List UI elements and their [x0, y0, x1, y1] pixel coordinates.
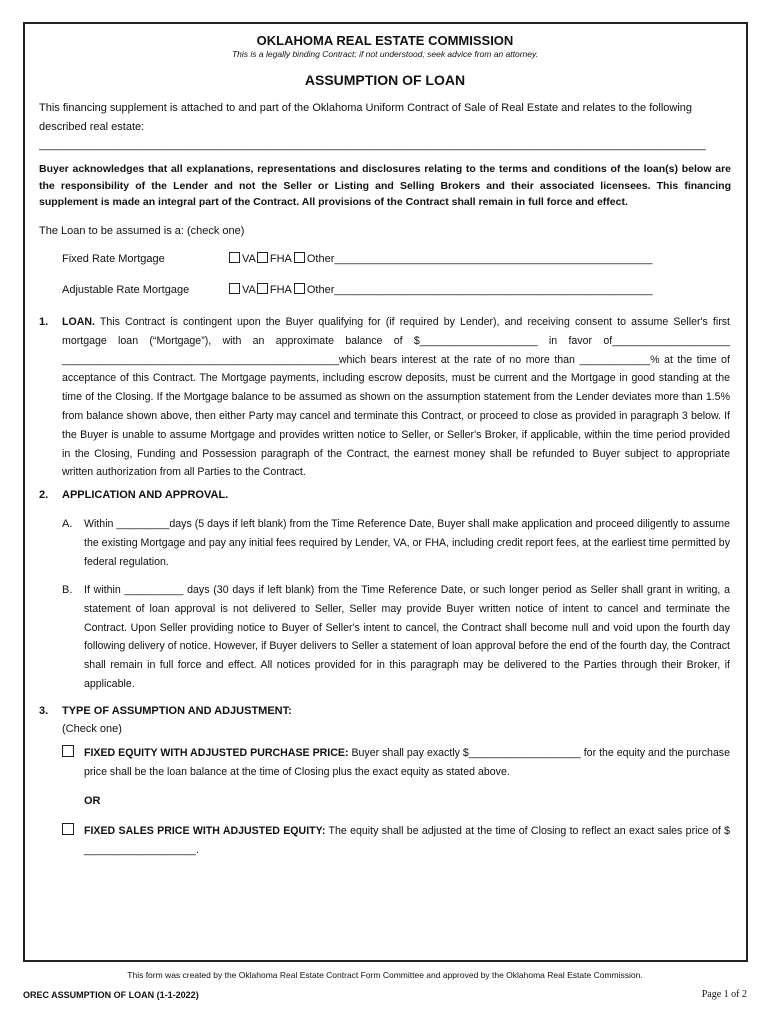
section-2b-text: If within __________ days (30 days if left blank) from the Time Reference Date, or such longer period as Seller shall grant in writing, a statement of loan approval is not delivered to Seller, Seller may provide Buyer written notice of intent to cancel and terminate the Contract. Upon Seller providing notice to Buyer of Seller's intent to cancel, the Contract shall become null and void upon the fourth day following delivery of notice. However, if Buyer delivers to Seller a statement of loan approval before the end of the fourth day, the Contract shall remain in full force and effect. All notices provided for in this paragraph may be delivered to the Parties through their Broker, if applicable.: [84, 584, 730, 690]
intro-text: This financing supplement is attached to and part of the Oklahoma Uniform Contract of Sale of Real Estate and relates to the following described real estate:: [39, 102, 693, 133]
section-1-text-b: _______________________________________________which bears interest at the rate of no more than ____________% at the time of acceptance of this Contract. The Mortgage payments, including escrow deposits, must be current and the Mortgage in good standing at the time of the Closing. If the Mortgage balance to be assumed as shown on the assumption statement from the Lender deviates more than 1.5% from balance shown above, then either Party may cancel and terminate this Contract, or proceed to close as provided in paragraph 3 below. If the Buyer is unable to assume Mortgage and provides written notice to Seller, or Seller's Broker, if applicable, within the time period provided in the Closing, Funding and Possession paragraph of the Contract, the earnest money shall be refunded to Buyer subject to appropriate written authorization from all Parties to the Contract.: [62, 353, 730, 479]
fixed-rate-row: [62, 253, 165, 265]
fixed-other-checkbox[interactable]: [294, 252, 305, 263]
legal-notice: This is a legally binding Contract; if not understood, seek advice from an attorney.: [231, 49, 538, 59]
form-title: ASSUMPTION OF LOAN: [304, 72, 466, 88]
section-2b-label: B.: [62, 584, 73, 596]
adjustable-other-checkbox[interactable]: [294, 283, 305, 294]
page-number: Page 1 of 2: [701, 989, 747, 1000]
buyer-acknowledgment: Buyer acknowledges that all explanations, representations and disclosures relating to the terms and conditions of the loan(s) below are the responsibility of the Lender and not the Seller or Listing and Selling Brokers and their associated licensees. This financing supplement is made an integral part of the Contract. All provisions of the Contract shall remain in full force and effect.: [39, 163, 731, 208]
fixed-sales-price-checkbox[interactable]: [62, 823, 74, 835]
adjustable-fha-checkbox[interactable]: [257, 283, 268, 294]
property-description-line[interactable]: _____________________________________________________________________________________________________________: [39, 139, 706, 151]
section-1-loan: [62, 313, 730, 482]
loan-type-prompt: The Loan to be assumed is a: (check one): [39, 225, 245, 237]
fixed-va-checkbox[interactable]: [229, 252, 240, 263]
section-1-text-a: This Contract is contingent upon the Buyer qualifying for (if required by Lender), and receiving consent to assume Seller's first mortgage loan (“Mortgage”), with an approximate balance of $____________________ in favor of____________________: [62, 316, 730, 347]
fixed-equity-title: FIXED EQUITY WITH ADJUSTED PURCHASE PRICE:: [84, 747, 349, 759]
adjustable-other-field[interactable]: Other____________________________________________________: [306, 284, 653, 296]
section-3-title: TYPE OF ASSUMPTION AND ADJUSTMENT:: [62, 705, 292, 717]
adjustable-rate-options: [229, 283, 653, 296]
fixed-equity-checkbox[interactable]: [62, 745, 74, 757]
adjustable-fha-label: FHA: [269, 284, 292, 296]
footer-note: This form was created by the Oklahoma Real Estate Contract Form Committee and approved by the Oklahoma Real Estate Commission.: [127, 970, 643, 980]
section-3-number: 3.: [39, 705, 49, 717]
section-2-number: 2.: [39, 489, 49, 501]
fixed-fha-label: FHA: [269, 253, 292, 265]
fixed-equity-option: [84, 744, 730, 782]
fixed-sales-price-text: The equity shall be adjusted at the time of Closing to reflect an exact sales price of $ ___________________.: [84, 825, 730, 856]
fixed-sales-price-option: [84, 822, 730, 860]
adjustable-va-label: VA: [242, 284, 256, 296]
adjustable-rate-row: [62, 284, 189, 296]
section-2-title: APPLICATION AND APPROVAL.: [62, 489, 229, 501]
section-2a-text: Within _________days (5 days if left blank) from the Time Reference Date, Buyer shall make application and proceed diligently to assume the existing Mortgage and pay any initial fees required by Lender, VA, or FHA, including credit report fees, at the earliest time permitted by federal regulation.: [84, 518, 730, 568]
fixed-other-field[interactable]: Other____________________________________________________: [306, 253, 653, 265]
section-1-title: LOAN.: [62, 316, 95, 328]
fixed-rate-label: Fixed Rate Mortgage: [62, 253, 165, 265]
adjustable-rate-label: Adjustable Rate Mortgage: [62, 284, 190, 296]
fixed-fha-checkbox[interactable]: [257, 252, 268, 263]
fixed-rate-options: [229, 252, 653, 265]
commission-title: OKLAHOMA REAL ESTATE COMMISSION: [256, 33, 514, 48]
fixed-va-label: VA: [242, 253, 256, 265]
fixed-equity-text: Buyer shall pay exactly $___________________ for the equity and the purchase price shall be the loan balance at the time of Closing plus the exact equity as stated above.: [84, 747, 730, 778]
section-2a-label: A.: [62, 518, 73, 530]
section-3-check-one: (Check one): [62, 723, 122, 735]
form-identifier: OREC ASSUMPTION OF LOAN (1-1-2022): [23, 990, 199, 1000]
section-1-number: 1.: [39, 316, 49, 328]
fixed-sales-price-title: FIXED SALES PRICE WITH ADJUSTED EQUITY:: [84, 825, 326, 837]
adjustable-va-checkbox[interactable]: [229, 283, 240, 294]
or-separator: OR: [84, 795, 101, 807]
